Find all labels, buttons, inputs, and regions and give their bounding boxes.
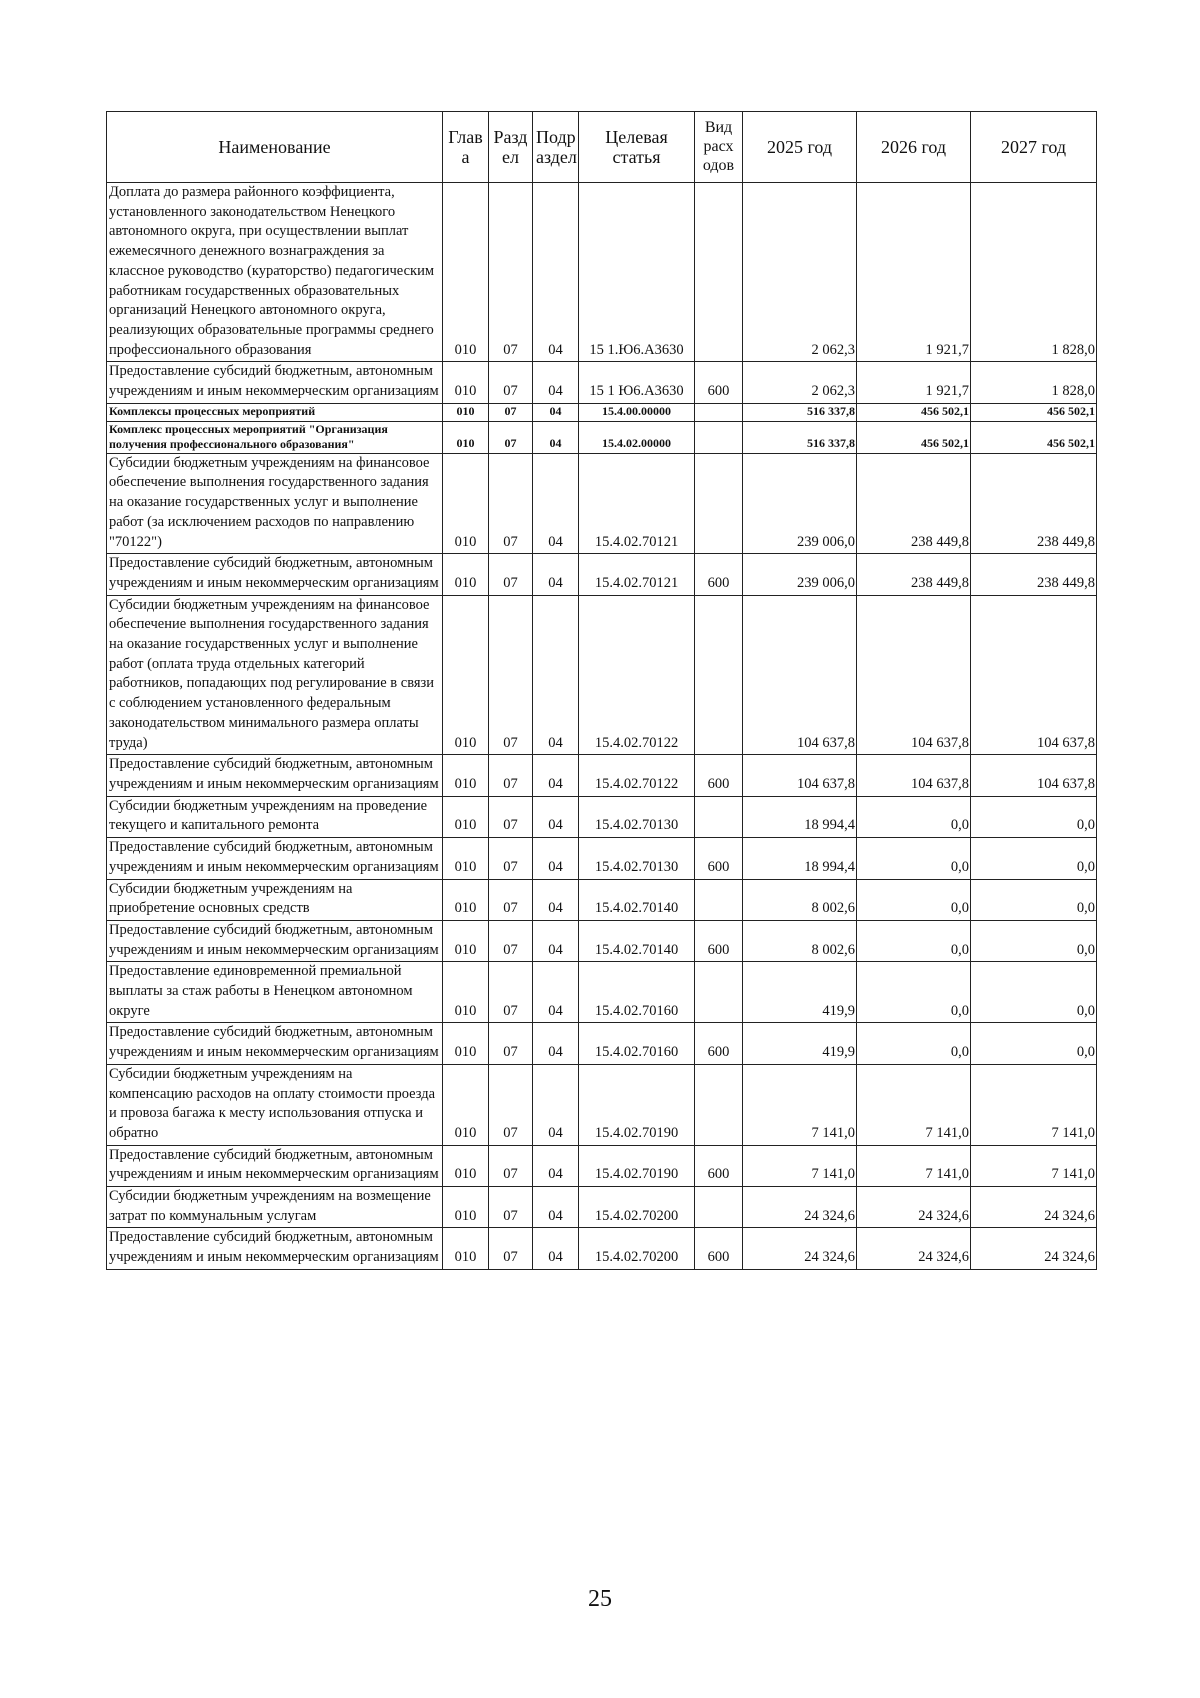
table-row bbox=[107, 554, 1097, 595]
row-target-article: 15 1 Ю6.А3630 bbox=[579, 362, 695, 403]
row-expense-type: 600 bbox=[695, 1145, 743, 1186]
row-expense-type: 600 bbox=[695, 920, 743, 961]
row-amount-2025: 104 637,8 bbox=[743, 755, 857, 796]
row-expense-type: 600 bbox=[695, 554, 743, 595]
row-name: Комплекс процессных мероприятий "Организация получения профессионального образования" bbox=[107, 421, 443, 453]
row-chapter: 010 bbox=[443, 1187, 489, 1228]
header-year-2025: 2025 год bbox=[743, 112, 857, 183]
row-chapter: 010 bbox=[443, 920, 489, 961]
row-amount-2027: 238 449,8 bbox=[971, 453, 1097, 554]
row-subsection: 04 bbox=[533, 453, 579, 554]
header-year-2027: 2027 год bbox=[971, 112, 1097, 183]
row-target-article: 15 1.Ю6.А3630 bbox=[579, 183, 695, 362]
row-target-article: 15.4.02.70160 bbox=[579, 1023, 695, 1064]
row-section: 07 bbox=[489, 362, 533, 403]
row-target-article: 15.4.02.70200 bbox=[579, 1187, 695, 1228]
row-section: 07 bbox=[489, 403, 533, 421]
row-expense-type bbox=[695, 595, 743, 755]
row-amount-2025: 18 994,4 bbox=[743, 796, 857, 837]
row-amount-2026: 24 324,6 bbox=[857, 1187, 971, 1228]
row-amount-2026: 0,0 bbox=[857, 1023, 971, 1064]
row-target-article: 15.4.02.70122 bbox=[579, 755, 695, 796]
table-row bbox=[107, 1187, 1097, 1228]
row-subsection: 04 bbox=[533, 755, 579, 796]
table-row bbox=[107, 879, 1097, 920]
row-section: 07 bbox=[489, 920, 533, 961]
row-chapter: 010 bbox=[443, 962, 489, 1023]
row-subsection: 04 bbox=[533, 796, 579, 837]
row-subsection: 04 bbox=[533, 403, 579, 421]
row-subsection: 04 bbox=[533, 1145, 579, 1186]
row-target-article: 15.4.02.00000 bbox=[579, 421, 695, 453]
row-chapter: 010 bbox=[443, 453, 489, 554]
row-amount-2027: 7 141,0 bbox=[971, 1064, 1097, 1145]
table-row bbox=[107, 962, 1097, 1023]
table-row bbox=[107, 838, 1097, 879]
row-subsection: 04 bbox=[533, 920, 579, 961]
row-amount-2026: 0,0 bbox=[857, 962, 971, 1023]
row-amount-2026: 1 921,7 bbox=[857, 183, 971, 362]
row-section: 07 bbox=[489, 1023, 533, 1064]
row-amount-2025: 24 324,6 bbox=[743, 1228, 857, 1269]
row-target-article: 15.4.02.70140 bbox=[579, 920, 695, 961]
row-name: Субсидии бюджетным учреждениям на проведение текущего и капитального ремонта bbox=[107, 796, 443, 837]
row-section: 07 bbox=[489, 838, 533, 879]
row-expense-type bbox=[695, 421, 743, 453]
row-subsection: 04 bbox=[533, 595, 579, 755]
row-chapter: 010 bbox=[443, 595, 489, 755]
row-amount-2027: 104 637,8 bbox=[971, 755, 1097, 796]
row-target-article: 15.4.02.70190 bbox=[579, 1064, 695, 1145]
row-expense-type bbox=[695, 879, 743, 920]
row-chapter: 010 bbox=[443, 796, 489, 837]
row-amount-2027: 0,0 bbox=[971, 796, 1097, 837]
row-amount-2026: 104 637,8 bbox=[857, 755, 971, 796]
row-expense-type bbox=[695, 1187, 743, 1228]
row-subsection: 04 bbox=[533, 879, 579, 920]
row-name: Предоставление субсидий бюджетным, автономным учреждениям и иным некоммерческим организациям bbox=[107, 920, 443, 961]
header-year-2026: 2026 год bbox=[857, 112, 971, 183]
table-row bbox=[107, 183, 1097, 362]
row-section: 07 bbox=[489, 755, 533, 796]
row-chapter: 010 bbox=[443, 362, 489, 403]
row-expense-type: 600 bbox=[695, 755, 743, 796]
row-target-article: 15.4.02.70121 bbox=[579, 554, 695, 595]
row-subsection: 04 bbox=[533, 421, 579, 453]
row-name: Субсидии бюджетным учреждениям на компенсацию расходов на оплату стоимости проезда и провоза багажа к месту использования отпуска и обратно bbox=[107, 1064, 443, 1145]
row-name: Субсидии бюджетным учреждениям на возмещение затрат по коммунальным услугам bbox=[107, 1187, 443, 1228]
row-name: Предоставление субсидий бюджетным, автономным учреждениям и иным некоммерческим организациям bbox=[107, 362, 443, 403]
row-amount-2027: 24 324,6 bbox=[971, 1228, 1097, 1269]
header-section: Разд ел bbox=[489, 112, 533, 183]
row-expense-type bbox=[695, 962, 743, 1023]
row-section: 07 bbox=[489, 1228, 533, 1269]
row-target-article: 15.4.00.00000 bbox=[579, 403, 695, 421]
table-row bbox=[107, 796, 1097, 837]
table-row bbox=[107, 362, 1097, 403]
row-section: 07 bbox=[489, 554, 533, 595]
table-row bbox=[107, 1228, 1097, 1269]
row-target-article: 15.4.02.70140 bbox=[579, 879, 695, 920]
table-row bbox=[107, 755, 1097, 796]
row-amount-2027: 238 449,8 bbox=[971, 554, 1097, 595]
row-amount-2027: 0,0 bbox=[971, 1023, 1097, 1064]
row-amount-2026: 0,0 bbox=[857, 796, 971, 837]
table-row bbox=[107, 453, 1097, 554]
row-amount-2027: 104 637,8 bbox=[971, 595, 1097, 755]
row-subsection: 04 bbox=[533, 1228, 579, 1269]
table-row bbox=[107, 595, 1097, 755]
row-name: Субсидии бюджетным учреждениям на финансовое обеспечение выполнения государственного задания на оказание государственных услуг и выполнение работ (за исключением расходов по направлению "70122") bbox=[107, 453, 443, 554]
row-amount-2025: 419,9 bbox=[743, 962, 857, 1023]
row-target-article: 15.4.02.70130 bbox=[579, 838, 695, 879]
row-target-article: 15.4.02.70160 bbox=[579, 962, 695, 1023]
row-amount-2025: 2 062,3 bbox=[743, 362, 857, 403]
row-amount-2027: 456 502,1 bbox=[971, 421, 1097, 453]
row-amount-2025: 516 337,8 bbox=[743, 403, 857, 421]
row-amount-2025: 104 637,8 bbox=[743, 595, 857, 755]
row-name: Предоставление субсидий бюджетным, автономным учреждениям и иным некоммерческим организациям bbox=[107, 1228, 443, 1269]
row-section: 07 bbox=[489, 796, 533, 837]
header-expense-type: Вид расх одов bbox=[695, 112, 743, 183]
header-target-article: Целевая статья bbox=[579, 112, 695, 183]
row-name: Предоставление субсидий бюджетным, автономным учреждениям и иным некоммерческим организациям bbox=[107, 1145, 443, 1186]
row-chapter: 010 bbox=[443, 183, 489, 362]
row-expense-type bbox=[695, 403, 743, 421]
table-body bbox=[107, 183, 1097, 1270]
row-expense-type bbox=[695, 453, 743, 554]
row-subsection: 04 bbox=[533, 1187, 579, 1228]
row-amount-2025: 24 324,6 bbox=[743, 1187, 857, 1228]
row-amount-2025: 7 141,0 bbox=[743, 1145, 857, 1186]
row-amount-2026: 104 637,8 bbox=[857, 595, 971, 755]
row-amount-2026: 238 449,8 bbox=[857, 453, 971, 554]
header-name: Наименование bbox=[107, 112, 443, 183]
row-expense-type: 600 bbox=[695, 362, 743, 403]
row-amount-2026: 7 141,0 bbox=[857, 1064, 971, 1145]
row-name: Предоставление единовременной премиальной выплаты за стаж работы в Ненецком автономном округе bbox=[107, 962, 443, 1023]
row-section: 07 bbox=[489, 421, 533, 453]
row-chapter: 010 bbox=[443, 554, 489, 595]
row-amount-2027: 0,0 bbox=[971, 838, 1097, 879]
row-target-article: 15.4.02.70130 bbox=[579, 796, 695, 837]
row-section: 07 bbox=[489, 183, 533, 362]
row-expense-type bbox=[695, 796, 743, 837]
row-chapter: 010 bbox=[443, 1145, 489, 1186]
row-amount-2027: 0,0 bbox=[971, 879, 1097, 920]
row-amount-2027: 24 324,6 bbox=[971, 1187, 1097, 1228]
row-section: 07 bbox=[489, 453, 533, 554]
table-row bbox=[107, 1064, 1097, 1145]
row-section: 07 bbox=[489, 1064, 533, 1145]
row-name: Доплата до размера районного коэффициента, установленного законодательством Ненецкого автономного округа, при осуществлении выплат ежемесячного денежного вознаграждения за классное руководство (кураторство) педагогическим работникам государственных образовательных организаций Ненецкого автономного округа, реализующих образовательные программы среднего профессионального образования bbox=[107, 183, 443, 362]
row-name: Предоставление субсидий бюджетным, автономным учреждениям и иным некоммерческим организациям bbox=[107, 554, 443, 595]
page-number: 25 bbox=[588, 1586, 612, 1612]
header-subsection: Подр аздел bbox=[533, 112, 579, 183]
table-row-group bbox=[107, 421, 1097, 453]
row-chapter: 010 bbox=[443, 879, 489, 920]
row-section: 07 bbox=[489, 595, 533, 755]
row-expense-type: 600 bbox=[695, 838, 743, 879]
row-amount-2025: 8 002,6 bbox=[743, 920, 857, 961]
row-amount-2026: 238 449,8 bbox=[857, 554, 971, 595]
row-name: Субсидии бюджетным учреждениям на приобретение основных средств bbox=[107, 879, 443, 920]
row-amount-2027: 1 828,0 bbox=[971, 362, 1097, 403]
row-amount-2026: 1 921,7 bbox=[857, 362, 971, 403]
row-section: 07 bbox=[489, 879, 533, 920]
row-chapter: 010 bbox=[443, 755, 489, 796]
row-amount-2027: 1 828,0 bbox=[971, 183, 1097, 362]
row-chapter: 010 bbox=[443, 421, 489, 453]
row-amount-2026: 0,0 bbox=[857, 920, 971, 961]
row-subsection: 04 bbox=[533, 1064, 579, 1145]
row-section: 07 bbox=[489, 962, 533, 1023]
row-subsection: 04 bbox=[533, 962, 579, 1023]
row-subsection: 04 bbox=[533, 1023, 579, 1064]
row-amount-2027: 0,0 bbox=[971, 962, 1097, 1023]
row-chapter: 010 bbox=[443, 838, 489, 879]
row-amount-2026: 456 502,1 bbox=[857, 421, 971, 453]
row-amount-2025: 239 006,0 bbox=[743, 554, 857, 595]
row-amount-2025: 239 006,0 bbox=[743, 453, 857, 554]
row-chapter: 010 bbox=[443, 403, 489, 421]
row-subsection: 04 bbox=[533, 838, 579, 879]
row-subsection: 04 bbox=[533, 183, 579, 362]
row-chapter: 010 bbox=[443, 1228, 489, 1269]
row-target-article: 15.4.02.70200 bbox=[579, 1228, 695, 1269]
row-amount-2027: 456 502,1 bbox=[971, 403, 1097, 421]
row-name: Предоставление субсидий бюджетным, автономным учреждениям и иным некоммерческим организациям bbox=[107, 838, 443, 879]
table-row bbox=[107, 1023, 1097, 1064]
row-target-article: 15.4.02.70121 bbox=[579, 453, 695, 554]
row-subsection: 04 bbox=[533, 554, 579, 595]
row-target-article: 15.4.02.70190 bbox=[579, 1145, 695, 1186]
row-amount-2027: 7 141,0 bbox=[971, 1145, 1097, 1186]
header-chapter: Глав а bbox=[443, 112, 489, 183]
row-section: 07 bbox=[489, 1187, 533, 1228]
budget-table bbox=[106, 111, 1097, 1270]
table-row-group bbox=[107, 403, 1097, 421]
table-row bbox=[107, 920, 1097, 961]
row-amount-2026: 0,0 bbox=[857, 838, 971, 879]
row-subsection: 04 bbox=[533, 362, 579, 403]
row-amount-2026: 0,0 bbox=[857, 879, 971, 920]
row-amount-2026: 456 502,1 bbox=[857, 403, 971, 421]
row-name: Комплексы процессных мероприятий bbox=[107, 403, 443, 421]
table-header-row bbox=[107, 112, 1097, 183]
row-amount-2026: 7 141,0 bbox=[857, 1145, 971, 1186]
row-amount-2025: 419,9 bbox=[743, 1023, 857, 1064]
row-amount-2025: 2 062,3 bbox=[743, 183, 857, 362]
row-amount-2026: 24 324,6 bbox=[857, 1228, 971, 1269]
row-chapter: 010 bbox=[443, 1064, 489, 1145]
row-amount-2025: 7 141,0 bbox=[743, 1064, 857, 1145]
row-amount-2027: 0,0 bbox=[971, 920, 1097, 961]
row-amount-2025: 18 994,4 bbox=[743, 838, 857, 879]
row-expense-type: 600 bbox=[695, 1023, 743, 1064]
row-name: Субсидии бюджетным учреждениям на финансовое обеспечение выполнения государственного задания на оказание государственных услуг и выполнение работ (оплата труда отдельных категорий работников, попадающих под регулирование в связи с соблюдением установленного федеральным законодательством минимального размера оплаты труда) bbox=[107, 595, 443, 755]
row-expense-type: 600 bbox=[695, 1228, 743, 1269]
row-expense-type bbox=[695, 1064, 743, 1145]
row-section: 07 bbox=[489, 1145, 533, 1186]
row-expense-type bbox=[695, 183, 743, 362]
row-name: Предоставление субсидий бюджетным, автономным учреждениям и иным некоммерческим организациям bbox=[107, 755, 443, 796]
row-chapter: 010 bbox=[443, 1023, 489, 1064]
row-target-article: 15.4.02.70122 bbox=[579, 595, 695, 755]
row-amount-2025: 8 002,6 bbox=[743, 879, 857, 920]
table-row bbox=[107, 1145, 1097, 1186]
row-amount-2025: 516 337,8 bbox=[743, 421, 857, 453]
row-name: Предоставление субсидий бюджетным, автономным учреждениям и иным некоммерческим организациям bbox=[107, 1023, 443, 1064]
